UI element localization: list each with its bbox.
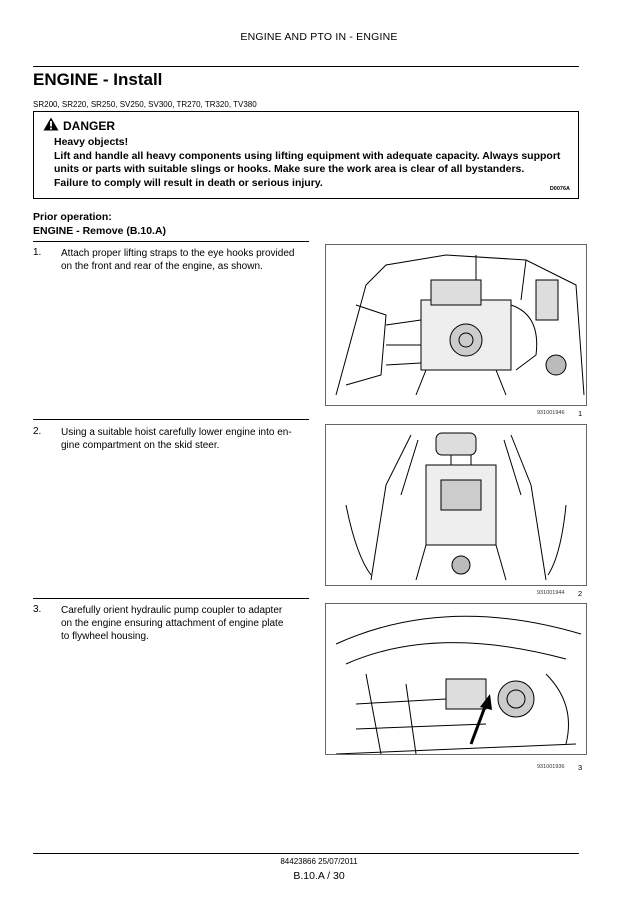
step-text: [61, 426, 311, 452]
danger-line-4: Failure to comply will result in death or serious injury.: [54, 176, 323, 189]
danger-line-3: units or parts with suitable slings or hooks. Make sure the work area is clear of all bystanders.: [54, 163, 525, 175]
step-rule-3: [33, 598, 309, 599]
step-line: Carefully orient hydraulic pump coupler to adapter: [61, 605, 283, 616]
danger-message: [54, 136, 569, 190]
footer-document-code: 84423866 25/07/2011: [280, 857, 358, 866]
figure-engine-lowering: [325, 424, 587, 586]
danger-label: DANGER: [63, 118, 116, 133]
step-line: to flywheel housing.: [61, 631, 149, 642]
step-rule-2: [33, 419, 309, 420]
header-rule: [33, 66, 579, 67]
step-line: Using a suitable hoist carefully lower engine into en-: [61, 427, 292, 438]
figure-number: 3: [578, 763, 583, 772]
prior-operation: [33, 211, 166, 238]
step-line: gine compartment on the skid steer.: [61, 440, 220, 451]
running-header: ENGINE AND PTO IN - ENGINE: [240, 31, 398, 43]
warning-triangle-icon: [43, 117, 59, 134]
danger-line-2: Lift and handle all heavy components using lifting equipment with adequate capacity. Always support: [54, 149, 561, 162]
danger-heading: [43, 117, 115, 134]
footer-rule: [33, 853, 579, 854]
step-line: Attach proper lifting straps to the eye hooks provided: [61, 248, 295, 259]
page-title: ENGINE - Install: [33, 70, 163, 89]
danger-line-1: Heavy objects!: [54, 136, 129, 148]
figure-engine-lifting: [325, 244, 587, 406]
danger-code: D0076A: [549, 186, 570, 192]
step-number: 3.: [33, 604, 42, 615]
step-rule-1: [33, 241, 309, 242]
figure-pump-coupler: [325, 603, 587, 755]
step-line: on the front and rear of the engine, as shown.: [61, 261, 263, 272]
figure-code: 931001946: [537, 410, 565, 416]
figure-number: 1: [578, 409, 583, 418]
step-line: on the engine ensuring attachment of engine plate: [61, 618, 284, 629]
footer-page-number: B.10.A / 30: [293, 870, 345, 882]
prior-operation-label: Prior operation:: [33, 211, 112, 223]
step-number: 2.: [33, 426, 42, 437]
step-text: [61, 604, 311, 643]
coupler-illustration: [326, 604, 587, 755]
figure-code: 931001944: [537, 590, 565, 596]
danger-box: [33, 111, 579, 199]
step-text: [61, 247, 311, 273]
skid-steer-illustration: [326, 425, 587, 586]
prior-operation-link[interactable]: ENGINE - Remove (B.10.A): [33, 224, 167, 237]
figure-code: 931001936: [537, 764, 565, 770]
engine-illustration: [326, 245, 587, 406]
model-list: SR200, SR220, SR250, SV250, SV300, TR270, TR320, TV380: [33, 100, 257, 109]
figure-number: 2: [578, 589, 583, 598]
step-number: 1.: [33, 247, 42, 258]
